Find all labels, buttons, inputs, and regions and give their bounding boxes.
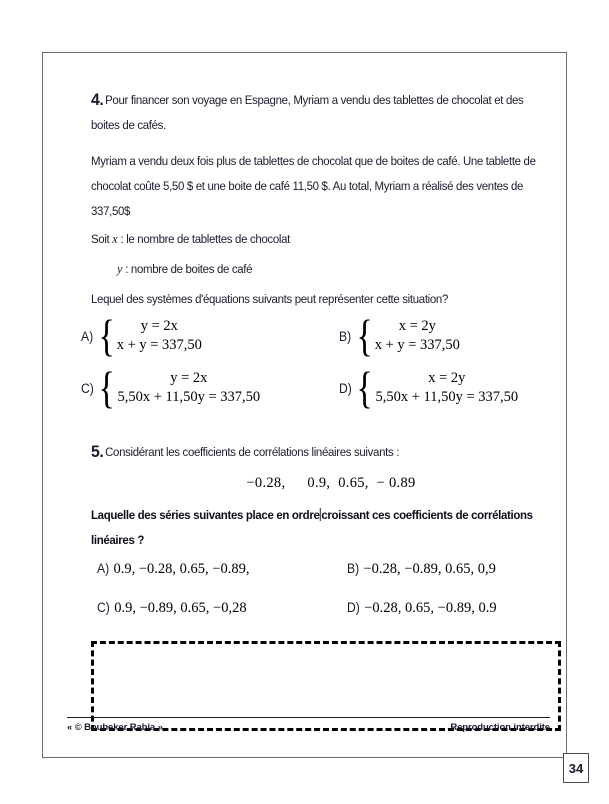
question-5-options [97, 561, 587, 639]
question-4-option-d[interactable] [339, 362, 579, 413]
variable-x-symbol: x [112, 231, 118, 246]
option-d-system [375, 369, 518, 407]
question-4-option-b[interactable] [339, 310, 579, 361]
option-b-equation-1: x = 2y [398, 318, 436, 334]
option-b-system [375, 317, 460, 355]
option-a-label: A) [97, 561, 110, 576]
variable-x-prefix: Soit [91, 232, 113, 246]
question-5-option-b[interactable] [347, 561, 587, 578]
question-4-context: Myriam a vendu deux fois plus de tablettes de chocolat que de boites de café. Une tablette de chocolat coûte 5,50 $ et une boite de café 11,50 $. Au total, Myriam a réalisé des ventes de 337,50$ [91, 154, 536, 218]
question-5-option-d[interactable] [347, 600, 587, 617]
left-brace-icon: { [98, 362, 116, 413]
option-a-equation-2: x + y = 337,50 [116, 337, 202, 353]
option-c-label: C) [81, 380, 94, 396]
option-d-label: D) [347, 600, 360, 615]
variable-y-description: : nombre de boites de café [122, 262, 253, 276]
left-brace-icon: { [97, 310, 115, 361]
option-d-equation-2: 5,50x + 11,50y = 337,50 [375, 389, 519, 405]
question-5-options-row-1 [97, 561, 587, 578]
option-c-value: 0.9, −0.89, 0.65, −0,28 [114, 600, 247, 616]
question-4-options-row-2 [81, 362, 581, 413]
question-5-option-c[interactable] [97, 600, 347, 617]
option-c-label: C) [97, 600, 110, 615]
question-5-option-a[interactable] [97, 561, 347, 578]
variable-y-definition [117, 256, 526, 282]
coefficient-1: −0.28, [246, 475, 286, 491]
question-5-number: 5. [91, 442, 104, 461]
question-5-intro [91, 439, 528, 465]
footer-divider [67, 717, 550, 718]
page-footer [67, 717, 550, 743]
question-5-options-row-2 [97, 600, 587, 617]
question-4-options [81, 310, 581, 421]
option-a-system [117, 317, 202, 355]
footer-reproduction-notice: Reproduction interdite [450, 722, 550, 733]
variable-y-symbol: y [117, 261, 123, 276]
option-a-value: 0.9, −0.28, 0.65, −0.89, [113, 561, 250, 577]
variable-x-description: : le nombre de tablettes de chocolat [117, 232, 290, 246]
option-d-label: D) [339, 380, 352, 396]
left-brace-icon: { [356, 362, 374, 413]
question-5-coefficients [91, 475, 571, 492]
footer-copyright: « © Boubeker Rabia » [67, 722, 163, 733]
option-c-system [117, 369, 260, 407]
question-4-option-c[interactable] [81, 362, 339, 413]
left-brace-icon: { [355, 310, 373, 361]
document-page-frame [42, 52, 567, 758]
option-b-equation-2: x + y = 337,50 [374, 337, 460, 353]
question-5-prompt-part1: Laquelle des séries suivantes place en ordre [91, 508, 320, 522]
question-5-prompt [91, 503, 541, 553]
option-c-equation-2: 5,50x + 11,50y = 337,50 [117, 389, 261, 405]
option-b-label: B) [339, 328, 352, 344]
option-d-value: −0.28, 0.65, −0.89, 0.9 [364, 600, 497, 616]
option-b-label: B) [347, 561, 360, 576]
option-a-label: A) [81, 328, 94, 344]
option-d-equation-1: x = 2y [428, 370, 466, 386]
page-number: 34 [563, 753, 589, 783]
option-a-equation-1: y = 2x [140, 318, 178, 334]
question-4-intro [91, 87, 539, 138]
question-4-options-row-1 [81, 310, 581, 361]
coefficient-2: 0.9, [307, 475, 331, 491]
question-4-intro-text: Pour financer son voyage en Espagne, Myriam a vendu des tablettes de chocolat et des boites de cafés. [91, 93, 524, 132]
question-4-option-a[interactable] [81, 310, 339, 361]
option-c-equation-1: y = 2x [170, 370, 208, 386]
question-4-prompt: Lequel des systèmes d'équations suivants peut représenter cette situation? [91, 292, 449, 306]
question-5-intro-text: Considérant les coefficients de corrélations linéaires suivants : [105, 445, 400, 459]
coefficient-4: − 0.89 [376, 475, 416, 491]
question-5-prompt-part2: croissant ces coefficients de corrélations linéaires ? [91, 508, 533, 547]
variable-x-definition [91, 226, 519, 252]
coefficient-3: 0.65, [338, 475, 369, 491]
question-4-number: 4. [91, 90, 104, 109]
option-b-value: −0.28, −0.89, 0.65, 0,9 [363, 561, 496, 577]
